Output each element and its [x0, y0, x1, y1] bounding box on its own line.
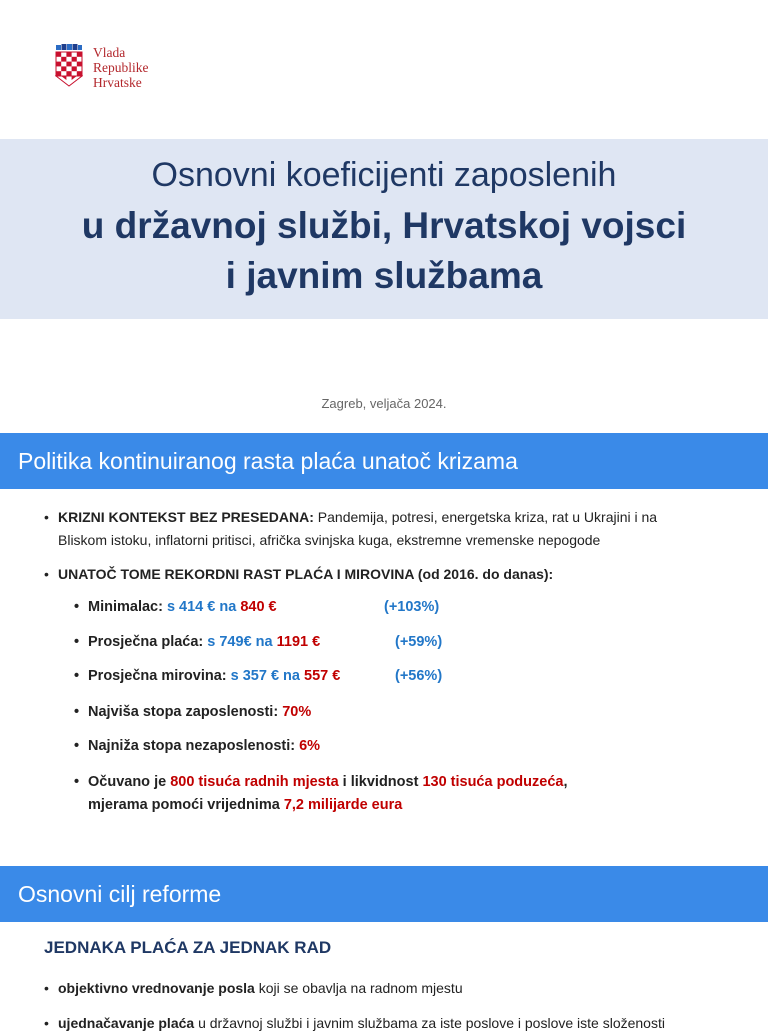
minimalac-label: Minimalac: [88, 599, 163, 615]
bullet-glyph: • [44, 1015, 49, 1031]
record-growth-label: UNATOČ TOME REKORDNI RAST PLAĆA I MIROVINA (od 2016. do danas): [58, 566, 554, 582]
ocuvano-jobs: 800 tisuća radnih mjesta [170, 774, 339, 790]
logo-line-3: Hrvatske [93, 75, 142, 90]
title-line-1: Osnovni koeficijenti zaposlenih [151, 156, 617, 194]
bullet-glyph: • [44, 566, 49, 582]
ocuvano-part-4: mjerama pomoći vrijednima [88, 797, 284, 813]
minimalac-from: s 414 € na [162, 599, 241, 615]
logo-line-1: Vlada [93, 45, 126, 60]
ocuvano-companies: 130 tisuća poduzeća [422, 774, 564, 790]
bullet-glyph: • [74, 774, 80, 790]
placa-label: Prosječna plaća: [88, 634, 204, 650]
bullet-objective-evaluation [44, 977, 748, 1000]
bullet-glyph: • [44, 980, 49, 996]
crisis-text-2: Bliskom istoku, inflatorni pritisci, afrička svinjska kuga, ekstremne vremenske nepogode [58, 532, 601, 548]
sub-item-mirovina [74, 665, 728, 688]
nezaposlenost-label: Najniža stopa nezaposlenosti: [88, 738, 300, 754]
nezaposlenost-value: 6% [299, 738, 321, 754]
title-line-2: u državnoj službi, Hrvatskoj vojsci [81, 205, 687, 246]
sub-item-zaposlenost [74, 701, 728, 724]
ocuvano-amount: 7,2 milijarde eura [283, 797, 403, 813]
minimalac-to: 840 € [240, 599, 277, 615]
logo-line-2: Republike [93, 60, 149, 75]
mirovina-label: Prosječna mirovina: [88, 668, 227, 684]
bullet-crisis-context [44, 506, 738, 552]
document-date: Zagreb, veljača 2024. [321, 396, 447, 411]
sub-item-placa [74, 631, 728, 654]
zaposlenost-label: Najviša stopa zaposlenosti: [88, 704, 283, 720]
mirovina-to: 557 € [304, 668, 341, 684]
section-header-policy: Politika kontinuiranog rasta plaća unatoč krizama [0, 433, 768, 489]
crisis-text-1: Pandemija, potresi, energetska kriza, rat u Ukrajini i na [313, 509, 658, 525]
logo-text [93, 45, 149, 90]
minimalac-percent: (+103%) [384, 599, 440, 615]
pay-equalization-text: u državnoj službi i javnim službama za iste poslove i poslove iste složenosti [194, 1015, 665, 1031]
placa-percent: (+59%) [395, 634, 443, 650]
zaposlenost-value: 70% [282, 704, 312, 720]
bullet-glyph: • [44, 509, 49, 525]
bullet-glyph: • [74, 668, 80, 684]
title-band [0, 139, 768, 319]
sub-item-minimalac [74, 596, 728, 619]
objective-evaluation-bold: objektivno vrednovanje posla [58, 980, 255, 996]
placa-from: s 749€ na [203, 634, 277, 650]
bullet-glyph: • [74, 634, 80, 650]
ocuvano-part-1: Očuvano je [88, 774, 171, 790]
bullet-glyph: • [74, 704, 80, 720]
pay-equalization-bold: ujednačavanje plaća [58, 1015, 195, 1031]
ocuvano-part-2: i likvidnost [338, 774, 423, 790]
sub-item-ocuvano [74, 771, 728, 817]
bullet-record-growth [44, 563, 738, 586]
crisis-label: KRIZNI KONTEKST BEZ PRESEDANA: [58, 509, 314, 525]
objective-evaluation-text: koji se obavlja na radnom mjestu [254, 980, 463, 996]
title-line-3: i javnim službama [225, 255, 543, 296]
equal-pay-heading: JEDNAKA PLAĆA ZA JEDNAK RAD [44, 938, 332, 957]
section-header-reform-goal: Osnovni cilj reforme [0, 866, 768, 922]
sub-item-nezaposlenost [74, 735, 728, 758]
mirovina-percent: (+56%) [395, 668, 443, 684]
croatian-coat-of-arms-icon [55, 44, 83, 90]
bullet-glyph: • [74, 738, 80, 754]
placa-to: 1191 € [276, 634, 321, 650]
bullet-glyph: • [74, 599, 80, 615]
mirovina-from: s 357 € na [226, 668, 304, 684]
government-logo [55, 44, 149, 90]
ocuvano-part-3: , [563, 774, 568, 790]
